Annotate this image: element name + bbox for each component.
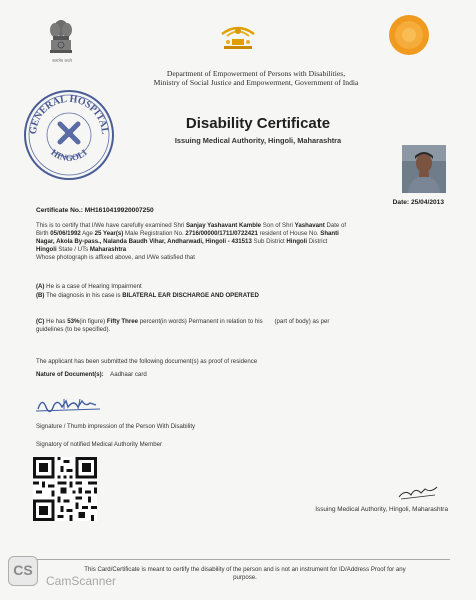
svg-text:GENERAL HOSPITAL: GENERAL HOSPITAL	[27, 93, 111, 135]
qr-code	[33, 457, 97, 521]
hospital-seal-stamp	[22, 88, 116, 182]
issuing-authority-caption: Issuing Medical Authority, Hingoli, Maharashtra	[315, 506, 448, 513]
authority-signature-image	[395, 483, 443, 501]
certification-paragraph: This is to certify that I/We have carefully examined Shri Sanjay Yashavant Kamble Son of Shri Yashavant Date of Birth 05/06/1992 Age 25 Year(s) Male Registration No. 2716/00000/1711/0722421 resident of House No. Shanti Nagar, Akola By-pass., Nalanda Baudh Vihar, Andharwadi, Hingoli - 431513 Sub District Hingoli District Hingoli State / UTs Maharashtra Whose photograph is affixed above, and I/We satisfied that	[36, 222, 347, 262]
item-c: (C) He has 53%(in figure) Fifty Three percent(in words) Permanent in relation to his (part of body) as per guidelines (to be specified).	[36, 318, 330, 334]
department-logo-icon	[214, 20, 262, 54]
camscanner-logo-icon: CS	[8, 556, 38, 586]
emblem-caption: सत्यमेव जयते	[52, 58, 72, 63]
footer-disclaimer: This Card/Certificate is meant to certify the disability of the person and is not an instrument for ID/Address Proof for any purpose.	[84, 566, 406, 581]
footer-divider	[30, 559, 450, 560]
certificate-number: Certificate No.: MH1610419920007250	[36, 207, 154, 214]
signature-caption: Signature / Thumb impression of the Person With Disability	[36, 423, 196, 430]
applicant-photo	[402, 145, 446, 193]
department-heading: Department of Empowerment of Persons with Disabilities, Ministry of Social Justice and Empowerment, Government of India	[153, 69, 359, 87]
nature-of-document: Nature of Document(s): Aadhaar card	[36, 371, 147, 378]
item-a: (A) He is a case of Hearing Impairment	[36, 283, 142, 290]
signatory-caption: Signatory of notified Medical Authority Member	[36, 441, 162, 448]
item-b: (B) The diagnosis in his case is BILATERAL EAR DISCHARGE AND OPERATED	[36, 292, 259, 299]
certificate-title: Disability Certificate	[185, 115, 331, 132]
issue-date: Date: 25/04/2013	[392, 199, 444, 206]
accessibility-logo-icon	[388, 14, 430, 56]
issuing-authority-subtitle: Issuing Medical Authority, Hingoli, Maharashtra	[174, 136, 342, 145]
applicant-documents-line: The applicant has been submitted the following document(s) as proof of residence	[36, 358, 258, 365]
applicant-signature-image	[34, 393, 114, 415]
svg-text:HINGOLI: HINGOLI	[49, 147, 89, 163]
camscanner-watermark: CamScanner	[46, 574, 117, 588]
